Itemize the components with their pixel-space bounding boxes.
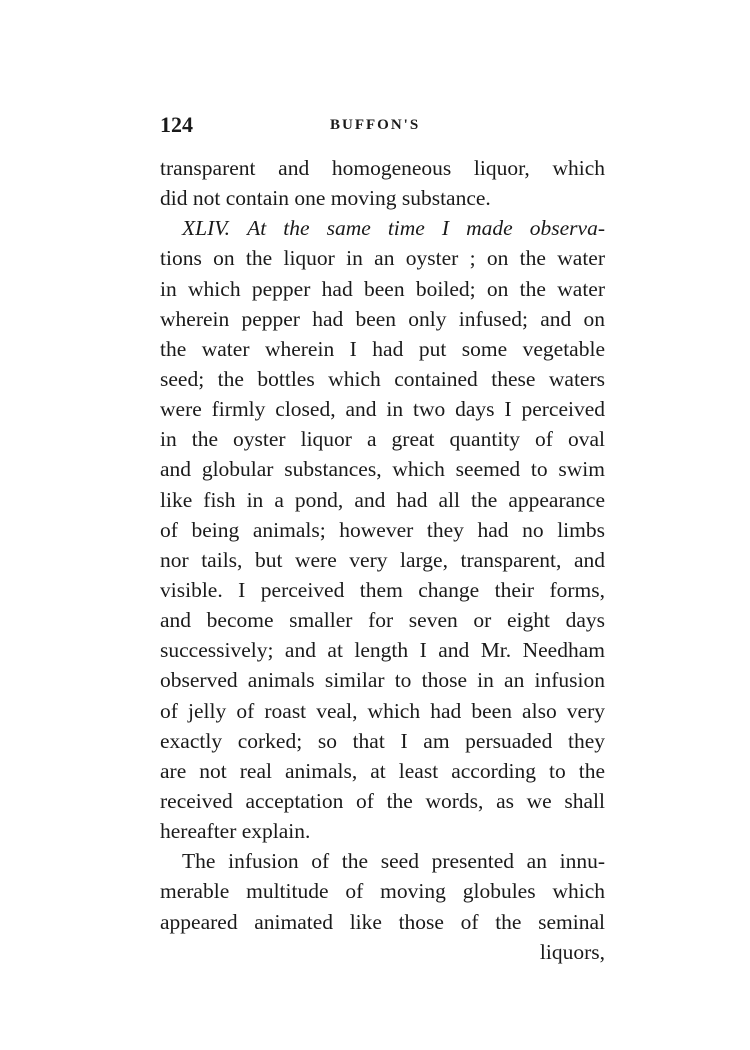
text-line: and globular substances, which seemed to swim bbox=[160, 457, 605, 482]
text-line: of jelly of roast veal, which had been also very bbox=[160, 698, 605, 723]
text-line: merable multitude of moving globules which bbox=[160, 879, 605, 904]
text-line: did not contain one moving substance. bbox=[160, 186, 491, 211]
section-heading-line bbox=[160, 213, 605, 243]
text-line: were firmly closed, and in two days I perceived bbox=[160, 397, 605, 422]
text-line: visible. I perceived them change their forms, bbox=[160, 577, 605, 602]
text-line: exactly corked; so that I am persuaded they bbox=[160, 728, 605, 753]
running-head: BUFFON'S bbox=[330, 117, 421, 133]
text-line: of being animals; however they had no limbs bbox=[160, 517, 605, 542]
text-line: appeared animated like those of the seminal bbox=[160, 909, 605, 934]
text-line: tions on the liquor in an oyster ; on the water bbox=[160, 246, 605, 271]
text-line: nor tails, but were very large, transparent, and bbox=[160, 547, 605, 572]
text-line: hereafter explain. bbox=[160, 819, 311, 844]
text-line: in which pepper had been boiled; on the water bbox=[160, 276, 605, 301]
catchword: liquors, bbox=[539, 939, 605, 964]
body-text bbox=[160, 153, 605, 967]
text-line: observed animals similar to those in an infusion bbox=[160, 668, 605, 693]
page-header bbox=[160, 112, 610, 140]
text-line: The infusion of the seed presented an innu- bbox=[182, 849, 605, 874]
text-line: and become smaller for seven or eight days bbox=[160, 608, 605, 633]
section-numeral: XLIV. bbox=[182, 216, 230, 241]
section-start-text: At the same time I made observa- bbox=[247, 216, 605, 241]
text-line: are not real animals, at least according to the bbox=[160, 758, 605, 783]
text-line: successively; and at length I and Mr. Needham bbox=[160, 638, 605, 663]
text-line: in the oyster liquor a great quantity of oval bbox=[160, 427, 605, 452]
text-line: wherein pepper had been only infused; and on bbox=[160, 306, 605, 331]
text-line: the water wherein I had put some vegetable bbox=[160, 336, 605, 361]
text-line: received acceptation of the words, as we shall bbox=[160, 788, 605, 813]
page-number: 124 bbox=[160, 112, 193, 137]
text-line: transparent and homogeneous liquor, which bbox=[160, 156, 605, 180]
text-line: like fish in a pond, and had all the appearance bbox=[160, 487, 605, 512]
text-line: seed; the bottles which contained these waters bbox=[160, 366, 605, 391]
